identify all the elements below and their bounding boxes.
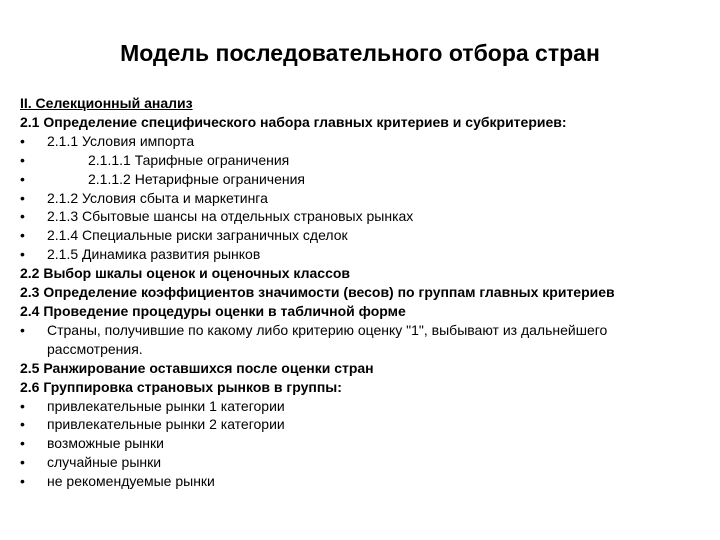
bullet: • — [20, 416, 25, 433]
list-item-text: 2.1.5 Динамика развития рынков — [47, 246, 261, 263]
list-item — [20, 434, 710, 453]
section-text: Определение коэффициентов значимости (весов) по группам главных критериев — [43, 284, 615, 301]
list-item-text: 2.1.4 Специальные риски заграничных сделок — [47, 227, 348, 244]
section-number: 2.3 — [20, 284, 40, 301]
list-item-text: Страны, получившие по какому либо критерию оценку "1", выбывают из дальнейшего рассмотрения. — [47, 321, 608, 357]
list-item — [20, 189, 710, 208]
bullet: • — [20, 321, 25, 338]
bullet: • — [20, 189, 25, 206]
section-text: Выбор шкалы оценок и оценочных классов — [43, 265, 351, 282]
bullet: • — [20, 208, 25, 225]
bullet: • — [20, 397, 25, 414]
list-item-text: 2.1.1.2 Нетарифные ограничения — [88, 170, 305, 187]
section-heading: II. Селекционный анализ — [20, 95, 193, 111]
slide-title: Модель последовательного отбора стран — [120, 40, 600, 66]
bullet: • — [20, 473, 25, 490]
list-item-text: возможные рынки — [47, 435, 164, 452]
list-item — [20, 170, 710, 189]
bullet: • — [20, 454, 25, 471]
section-text: Проведение процедуры оценки в табличной форме — [43, 302, 406, 319]
list-item — [20, 226, 710, 245]
slide-content — [20, 94, 710, 491]
section-2-2 — [20, 264, 710, 283]
list-item-text: случайные рынки — [47, 454, 162, 471]
list-item — [20, 207, 710, 226]
section-2-6 — [20, 378, 710, 397]
list-item-text: 2.1.3 Сбытовые шансы на отдельных страновых рынках — [47, 208, 414, 225]
list-item — [20, 453, 710, 472]
section-2-5 — [20, 359, 710, 378]
section-2-1: 2.1 Определение специфического набора главных критериев и субкритериев: — [20, 113, 567, 130]
list-item — [20, 132, 710, 151]
section-2-4 — [20, 302, 710, 321]
list-item — [20, 415, 710, 434]
section-number: 2.2 — [20, 265, 40, 282]
list-item — [20, 472, 710, 491]
list-item-text: привлекательные рынки 2 категории — [47, 416, 285, 433]
list-item — [20, 245, 710, 264]
section-number: 2.4 — [20, 302, 40, 319]
section-text: Группировка страновых рынков в группы: — [43, 378, 342, 395]
bullet: • — [20, 170, 25, 187]
section-number: 2.5 — [20, 359, 40, 376]
bullet: • — [20, 227, 25, 244]
bullet: • — [20, 132, 25, 149]
market-groups-list — [20, 397, 710, 492]
section-2-3 — [20, 283, 657, 302]
list-item-text: 2.1.1 Условия импорта — [47, 132, 195, 149]
section-number: 2.6 — [20, 378, 40, 395]
list-item — [20, 321, 612, 359]
list-item-text: 2.1.2 Условия сбыта и маркетинга — [47, 189, 268, 206]
list-item — [20, 151, 710, 170]
list-item — [20, 397, 710, 416]
bullet: • — [20, 151, 25, 168]
list-item-text: не рекомендуемые рынки — [47, 473, 215, 490]
list-item-text: привлекательные рынки 1 категории — [47, 397, 285, 414]
section-text: Ранжирование оставшихся после оценки стран — [43, 359, 374, 376]
bullet: • — [20, 435, 25, 452]
list-item-text: 2.1.1.1 Тарифные ограничения — [88, 151, 290, 168]
bullet: • — [20, 246, 25, 263]
criteria-list — [20, 132, 710, 264]
